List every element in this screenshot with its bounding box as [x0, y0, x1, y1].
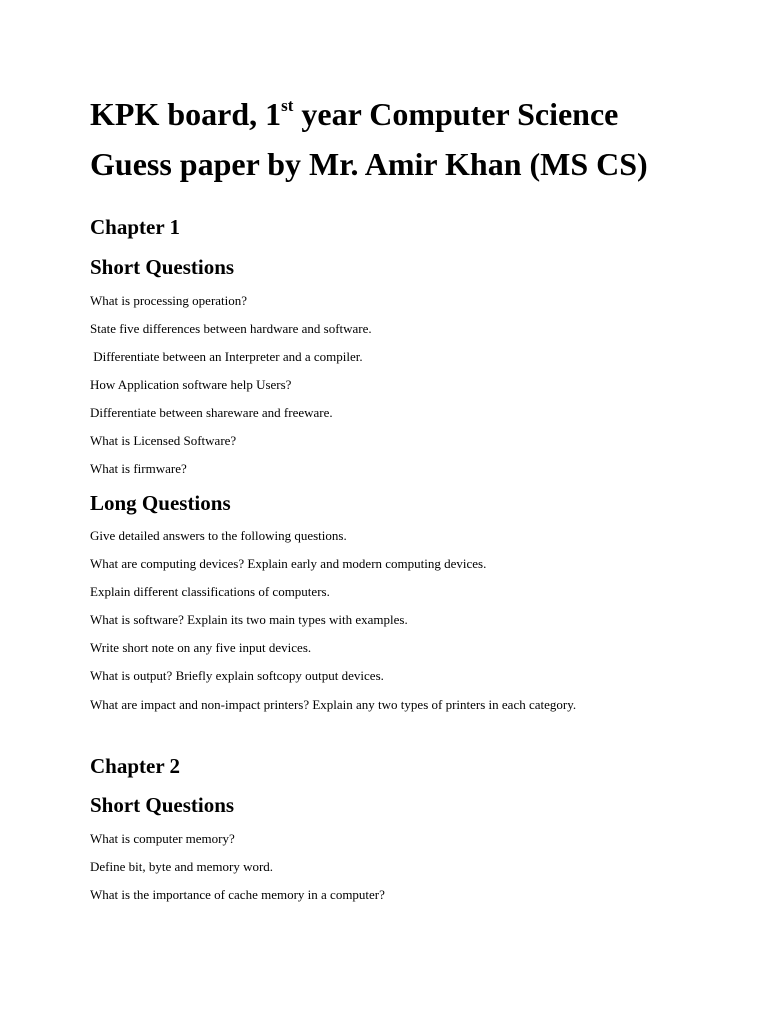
chapter-1-long-question-1: Give detailed answers to the following questions. [90, 528, 347, 543]
title-text-part2: year Computer Science [293, 96, 619, 132]
chapter-2-heading: Chapter 2 [90, 754, 181, 778]
chapter-1-long-questions-heading: Long Questions [90, 491, 231, 515]
chapter-1-long-question-7: What are impact and non-impact printers? Explain any two types of printers in each category. [90, 697, 577, 712]
title-superscript: st [281, 96, 294, 115]
title-text-part1: KPK board, 1 [90, 96, 282, 132]
chapter-1-long-question-3: Explain different classifications of computers. [90, 584, 330, 599]
chapter-1-short-question-3: Differentiate between an Interpreter and a compiler. [90, 349, 363, 364]
chapter-2-short-question-3: What is the importance of cache memory in a computer? [90, 887, 385, 902]
chapter-2-short-question-1: What is computer memory? [90, 831, 235, 846]
chapter-2-short-questions-heading: Short Questions [90, 793, 235, 817]
chapter-1-heading: Chapter 1 [90, 215, 181, 239]
chapter-1-short-questions-heading: Short Questions [90, 255, 235, 279]
chapter-1-short-question-7: What is firmware? [90, 461, 187, 476]
chapter-1-long-question-4: What is software? Explain its two main types with examples. [90, 612, 408, 627]
chapter-1-short-question-1: What is processing operation? [90, 293, 248, 308]
document-title [90, 92, 750, 186]
chapter-1-long-question-6: What is output? Briefly explain softcopy output devices. [90, 668, 384, 683]
chapter-1-long-question-2: What are computing devices? Explain early and modern computing devices. [90, 556, 487, 571]
chapter-1-short-question-2: State five differences between hardware and software. [90, 321, 372, 336]
chapter-2-short-question-2: Define bit, byte and memory word. [90, 859, 274, 874]
title-line-1 [90, 92, 750, 142]
title-line-2: Guess paper by Mr. Amir Khan (MS CS) [90, 146, 648, 182]
chapter-1-short-question-5: Differentiate between shareware and freeware. [90, 405, 333, 420]
chapter-1-short-question-4: How Application software help Users? [90, 377, 292, 392]
chapter-1-short-question-6: What is Licensed Software? [90, 433, 237, 448]
chapter-1-long-question-5: Write short note on any five input devices. [90, 640, 312, 655]
